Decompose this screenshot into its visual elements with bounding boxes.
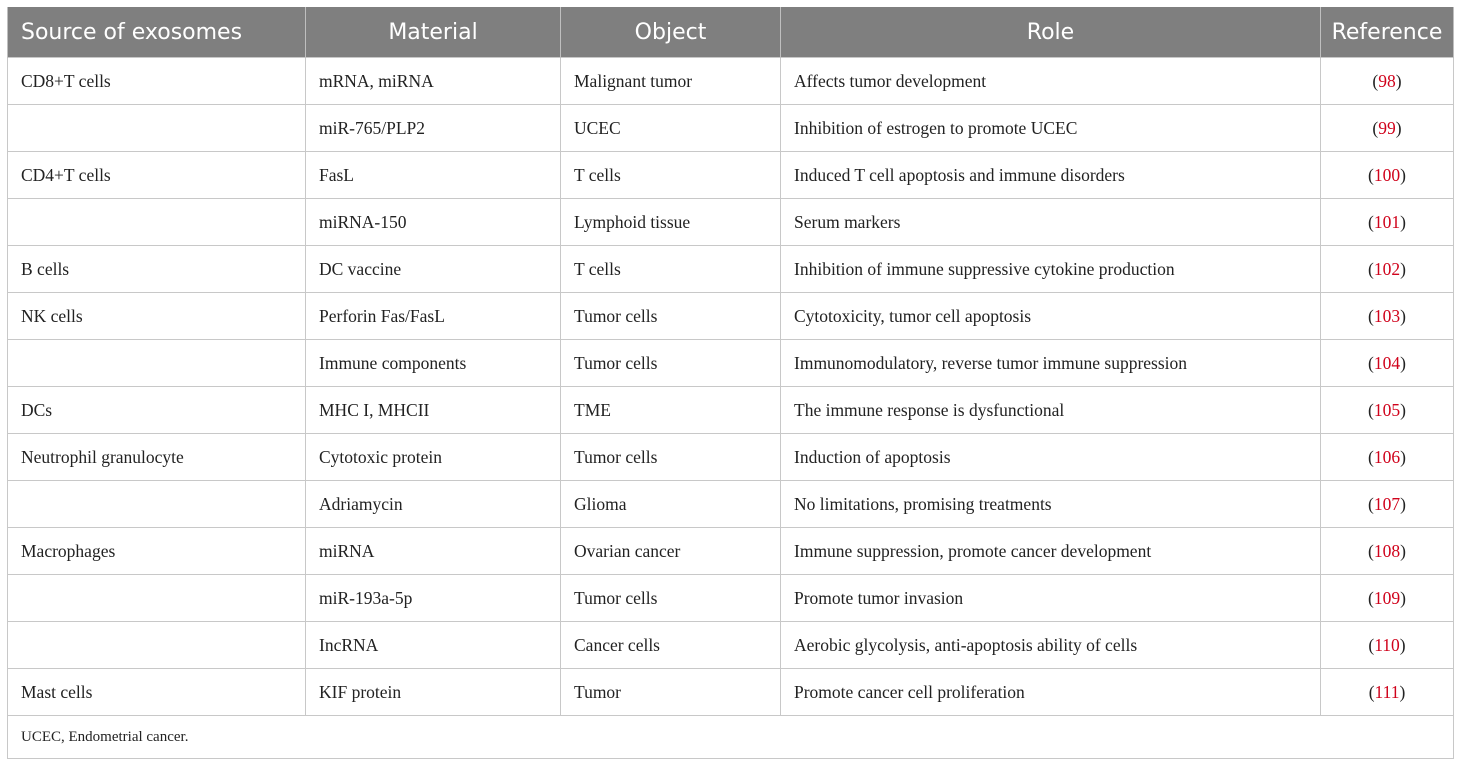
reference-link[interactable]: 101: [1373, 211, 1401, 232]
cell-source: DCs: [8, 387, 306, 434]
cell-reference: (110): [1321, 622, 1454, 669]
cell-role: Immunomodulatory, reverse tumor immune suppression: [781, 340, 1321, 387]
cell-reference: (101): [1321, 199, 1454, 246]
reference-link[interactable]: 106: [1373, 446, 1401, 467]
cell-source: NK cells: [8, 293, 306, 340]
cell-role: Inhibition of estrogen to promote UCEC: [781, 105, 1321, 152]
cell-object: Ovarian cancer: [561, 528, 781, 575]
reference-link[interactable]: 98: [1378, 70, 1396, 91]
cell-object: TME: [561, 387, 781, 434]
table-footnote-row: [8, 716, 1454, 759]
cell-reference: (109): [1321, 575, 1454, 622]
cell-role: Promote cancer cell proliferation: [781, 669, 1321, 716]
cell-reference: (103): [1321, 293, 1454, 340]
cell-role: Immune suppression, promote cancer development: [781, 528, 1321, 575]
table-row: [8, 293, 1454, 340]
header-reference: Reference: [1321, 7, 1454, 58]
table-row: [8, 575, 1454, 622]
cell-material: KIF protein: [306, 669, 561, 716]
cell-reference: (100): [1321, 152, 1454, 199]
cell-reference: (105): [1321, 387, 1454, 434]
cell-object: Lymphoid tissue: [561, 199, 781, 246]
cell-object: Tumor cells: [561, 293, 781, 340]
table-row: [8, 58, 1454, 105]
cell-source: CD8+T cells: [8, 58, 306, 105]
cell-role: The immune response is dysfunctional: [781, 387, 1321, 434]
reference-link[interactable]: 110: [1374, 634, 1400, 655]
table-row: [8, 387, 1454, 434]
header-role: Role: [781, 7, 1321, 58]
cell-object: Tumor cells: [561, 434, 781, 481]
table-header-row: [8, 7, 1454, 58]
cell-material: Perforin Fas/FasL: [306, 293, 561, 340]
cell-source: [8, 622, 306, 669]
header-material: Material: [306, 7, 561, 58]
reference-link[interactable]: 99: [1378, 117, 1396, 138]
reference-link[interactable]: 108: [1373, 540, 1401, 561]
cell-object: UCEC: [561, 105, 781, 152]
cell-source: [8, 575, 306, 622]
cell-object: T cells: [561, 152, 781, 199]
cell-role: Cytotoxicity, tumor cell apoptosis: [781, 293, 1321, 340]
table-row: [8, 669, 1454, 716]
cell-source: Neutrophil granulocyte: [8, 434, 306, 481]
reference-link[interactable]: 103: [1373, 305, 1401, 326]
cell-material: miRNA-150: [306, 199, 561, 246]
exosome-table-container: [7, 7, 1453, 759]
table-row: [8, 622, 1454, 669]
cell-role: No limitations, promising treatments: [781, 481, 1321, 528]
table-row: [8, 340, 1454, 387]
cell-source: [8, 481, 306, 528]
exosome-sources-table: [7, 7, 1454, 759]
table-footnote: UCEC, Endometrial cancer.: [8, 716, 1454, 759]
header-object: Object: [561, 7, 781, 58]
reference-link[interactable]: 107: [1373, 493, 1401, 514]
cell-reference: (107): [1321, 481, 1454, 528]
cell-reference: (104): [1321, 340, 1454, 387]
cell-object: Malignant tumor: [561, 58, 781, 105]
table-row: [8, 199, 1454, 246]
cell-material: mRNA, miRNA: [306, 58, 561, 105]
cell-role: Inhibition of immune suppressive cytokine production: [781, 246, 1321, 293]
cell-object: Tumor: [561, 669, 781, 716]
cell-material: IncRNA: [306, 622, 561, 669]
cell-material: Immune components: [306, 340, 561, 387]
cell-material: DC vaccine: [306, 246, 561, 293]
cell-role: Affects tumor development: [781, 58, 1321, 105]
table-row: [8, 481, 1454, 528]
cell-reference: (99): [1321, 105, 1454, 152]
reference-link[interactable]: 102: [1373, 258, 1401, 279]
table-body: [8, 58, 1454, 759]
cell-material: Adriamycin: [306, 481, 561, 528]
reference-link[interactable]: 105: [1373, 399, 1401, 420]
reference-link[interactable]: 109: [1373, 587, 1401, 608]
cell-reference: (111): [1321, 669, 1454, 716]
table-row: [8, 246, 1454, 293]
cell-material: miR-765/PLP2: [306, 105, 561, 152]
cell-source: [8, 199, 306, 246]
cell-material: Cytotoxic protein: [306, 434, 561, 481]
table-row: [8, 152, 1454, 199]
cell-role: Induced T cell apoptosis and immune disorders: [781, 152, 1321, 199]
cell-role: Serum markers: [781, 199, 1321, 246]
header-source: Source of exosomes: [8, 7, 306, 58]
cell-role: Induction of apoptosis: [781, 434, 1321, 481]
table-row: [8, 434, 1454, 481]
cell-reference: (102): [1321, 246, 1454, 293]
cell-source: CD4+T cells: [8, 152, 306, 199]
cell-material: MHC I, MHCII: [306, 387, 561, 434]
cell-object: Tumor cells: [561, 340, 781, 387]
cell-role: Aerobic glycolysis, anti-apoptosis ability of cells: [781, 622, 1321, 669]
cell-reference: (106): [1321, 434, 1454, 481]
cell-object: Cancer cells: [561, 622, 781, 669]
cell-role: Promote tumor invasion: [781, 575, 1321, 622]
cell-source: [8, 105, 306, 152]
cell-reference: (108): [1321, 528, 1454, 575]
cell-material: miRNA: [306, 528, 561, 575]
cell-object: T cells: [561, 246, 781, 293]
cell-material: miR-193a-5p: [306, 575, 561, 622]
table-row: [8, 528, 1454, 575]
reference-link[interactable]: 100: [1373, 164, 1401, 185]
cell-source: Mast cells: [8, 669, 306, 716]
reference-link[interactable]: 111: [1374, 681, 1400, 702]
cell-source: [8, 340, 306, 387]
cell-object: Tumor cells: [561, 575, 781, 622]
cell-object: Glioma: [561, 481, 781, 528]
table-row: [8, 105, 1454, 152]
cell-reference: (98): [1321, 58, 1454, 105]
cell-source: Macrophages: [8, 528, 306, 575]
cell-source: B cells: [8, 246, 306, 293]
reference-link[interactable]: 104: [1373, 352, 1401, 373]
cell-material: FasL: [306, 152, 561, 199]
